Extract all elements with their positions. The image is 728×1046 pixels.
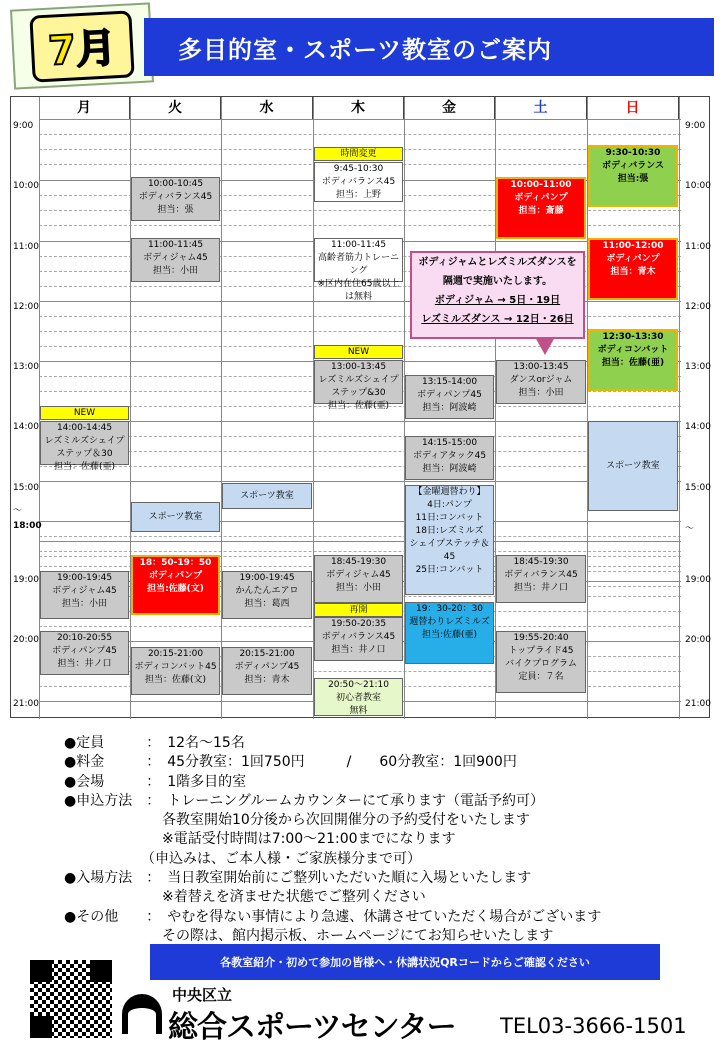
quarter-line: [39, 134, 681, 135]
time-label-right: 19:00: [685, 575, 711, 585]
info-line: （申込みは、ご本人様・ご家族様分まで可）: [64, 850, 421, 867]
org-logo: [122, 994, 162, 1034]
day-header-3: 木: [313, 97, 404, 119]
hour-line: [39, 541, 681, 542]
class-cell: NEW: [314, 345, 403, 359]
info-line: その際は、館内掲示板、ホームページにてお知らせいたします: [64, 927, 554, 944]
class-cell: 9:30-10:30 ボディバランス 担当:張: [588, 145, 678, 207]
day-header-0: 月: [39, 97, 130, 119]
class-cell: 【金曜週替わり】 4日:パンプ 11日:コンバット 18日:レズミルズ シェイプステッチ＆45 25日:コンバット: [405, 485, 494, 595]
month-label-box: [10, 2, 154, 89]
class-cell: 14:00-14:45 レズミルズシェイプステップ＆30 担当：佐藤(亜): [40, 421, 129, 465]
day-header-1: 火: [130, 97, 221, 119]
info-line: 各教室開始10分後から次回開催分の予約受付をいたします: [64, 812, 530, 829]
time-label: 9:00: [13, 121, 34, 131]
time-label-right: 10:00: [685, 181, 711, 191]
class-cell: スポーツ教室: [131, 502, 220, 532]
hour-line: [39, 119, 681, 120]
class-cell: 12:30-13:30 ボディコンバット 担当：佐藤(亜): [588, 329, 678, 391]
class-cell: スポーツ教室: [222, 483, 312, 509]
class-cell: スポーツ教室: [588, 421, 678, 511]
class-cell: 11:00-12:00 ボディパンプ 担当：青木: [588, 238, 678, 300]
time-label-right: 12:00: [685, 302, 711, 312]
info-line: ●その他 ： やむを得ない事情により急遽、休講させていただく場合がございます: [64, 908, 602, 925]
time-label: 12:00: [13, 302, 39, 312]
page-title: 多目的室・スポーツ教室のご案内: [144, 18, 714, 76]
class-cell: 18：50-19：50 ボディパンプ 担当:佐藤(文): [131, 555, 220, 615]
class-cell: 10:00-11:00 ボディパンプ 担当：斎藤: [496, 177, 586, 239]
time-label: 18:00: [13, 521, 42, 531]
class-cell: 18:45-19:30 ボディジャム45 担当：小田: [314, 555, 403, 603]
day-header-5: 土: [495, 97, 587, 119]
quarter-line: [39, 436, 681, 437]
callout-line: ボディジャム → 5日・19日: [434, 295, 561, 306]
class-cell: 9:45-10:30 ボディバランス45 担当：上野: [314, 162, 403, 202]
time-label-right: 21:00: [685, 699, 711, 709]
time-label: 21:00: [13, 699, 39, 709]
time-label: 15:00: [13, 483, 39, 493]
callout-line: 隔週で実施いたします。: [442, 276, 553, 287]
day-header-2: 水: [221, 97, 313, 119]
qr-notice-bar: 各教室紹介・初めて参加の皆様へ・休講状況QRコードからご確認ください: [150, 944, 660, 980]
biweekly-callout: [410, 251, 585, 339]
callout-line: ボディジャムとレズミルズダンスを: [418, 257, 577, 268]
time-label: 〜: [13, 506, 23, 516]
class-cell: 再開: [314, 603, 403, 617]
time-label-right: 13:00: [685, 362, 711, 372]
col-line: [221, 97, 222, 719]
class-cell: 13:15-14:00 ボディパンプ45 担当：阿波崎: [405, 375, 494, 419]
class-cell: 19:55-20:40 トップライド45 バイクプログラム 定員：７名: [496, 631, 586, 693]
org-small-name: 中央区立: [172, 986, 233, 1004]
time-label-right: 15:00: [685, 483, 711, 493]
time-label: 19:00: [13, 575, 39, 585]
class-cell: 18:45-19:30 ボディバランス45 担当：井ノ口: [496, 555, 586, 603]
class-cell: 19:00-19:45 ボディジャム45 担当：小田: [40, 571, 129, 619]
class-cell: 20:10-20:55 ボディパンプ45 担当：井ノ口: [40, 631, 129, 675]
time-label: 14:00: [13, 422, 39, 432]
class-cell: 20:15-21:00 ボディコンバット45 担当：佐藤(文): [131, 647, 220, 695]
class-cell: 11:00-11:45 高齢者筋力トレーニング ※区内在住65歳以上は無料: [314, 238, 403, 282]
quarter-line: [39, 551, 681, 552]
class-cell: 14:15-15:00 ボディアタック45 担当：阿波崎: [405, 436, 494, 480]
day-header-4: 金: [404, 97, 495, 119]
info-line: ●入場方法 ： 当日教室開始前にご整列いただいた順に入場といたします: [64, 870, 532, 887]
month-label: 7月: [29, 10, 134, 82]
info-line: ●定員 ： 12名〜15名: [64, 735, 245, 751]
info-line: ●会場 ： 1階多目的室: [64, 773, 247, 790]
class-cell: 13:00-13:45 レズミルズシェイプステップ&30 担当：佐藤(亜): [314, 360, 403, 404]
info-line: ●申込方法 ： トレーニングルームカウンターにて承ります（電話予約可）: [64, 792, 544, 809]
class-cell: 19:00-19:45 かんたんエアロ 担当：葛西: [222, 571, 312, 619]
class-cell: 時間変更: [314, 147, 403, 161]
quarter-line: [39, 536, 681, 537]
hour-line: [39, 481, 681, 482]
time-label-right: 9:00: [685, 121, 706, 131]
time-label: 13:00: [13, 362, 39, 372]
time-label-right: 〜: [685, 524, 695, 534]
qr-code[interactable]: [30, 960, 112, 1038]
info-line: ※電話受付時間は7:00〜21:00までになります: [64, 831, 456, 848]
info-section: [64, 734, 601, 946]
hour-line: [39, 421, 681, 422]
class-cell: 19:50-20:35 ボディバランス45 担当：井ノ口: [314, 617, 403, 661]
callout-tail: [535, 337, 555, 355]
class-cell: 20:50〜21:10 初心者教室 無料: [314, 678, 403, 716]
time-label: 10:00: [13, 181, 39, 191]
time-label-right: 14:00: [685, 422, 711, 432]
quarter-line: [39, 466, 681, 467]
quarter-line: [39, 451, 681, 452]
info-line: ※着替えを済ませた状態でご整列ください: [64, 889, 426, 906]
info-line: ●料金 ： 45分教室：1回750円 / 60分教室：1回900円: [64, 754, 517, 771]
org-name: 総合スポーツセンター: [168, 1010, 456, 1045]
class-cell: 10:00-10:45 ボディバランス45 担当：張: [131, 177, 220, 221]
time-label-right: 20:00: [685, 635, 711, 645]
class-cell: 11:00-11:45 ボディジャム45 担当：小田: [131, 238, 220, 282]
day-header-6: 日: [587, 97, 679, 119]
class-cell: 20:15-21:00 ボディパンプ45 担当：青木: [222, 647, 312, 695]
col-line: [679, 97, 680, 719]
class-cell: 13:00-13:45 ダンスorジャム 担当：小田: [496, 360, 586, 404]
class-cell: 19：30-20：30 週替わりレズミルズ 担当:佐藤(亜): [405, 602, 494, 664]
class-cell: NEW: [40, 406, 129, 420]
schedule-grid: [10, 96, 710, 718]
callout-line: レズミルズダンス → 12日・26日: [421, 314, 574, 325]
time-label: 11:00: [13, 242, 39, 252]
tel: TEL03-3666-1501: [500, 1014, 687, 1038]
time-label-right: 11:00: [685, 242, 711, 252]
time-label: 20:00: [13, 635, 39, 645]
